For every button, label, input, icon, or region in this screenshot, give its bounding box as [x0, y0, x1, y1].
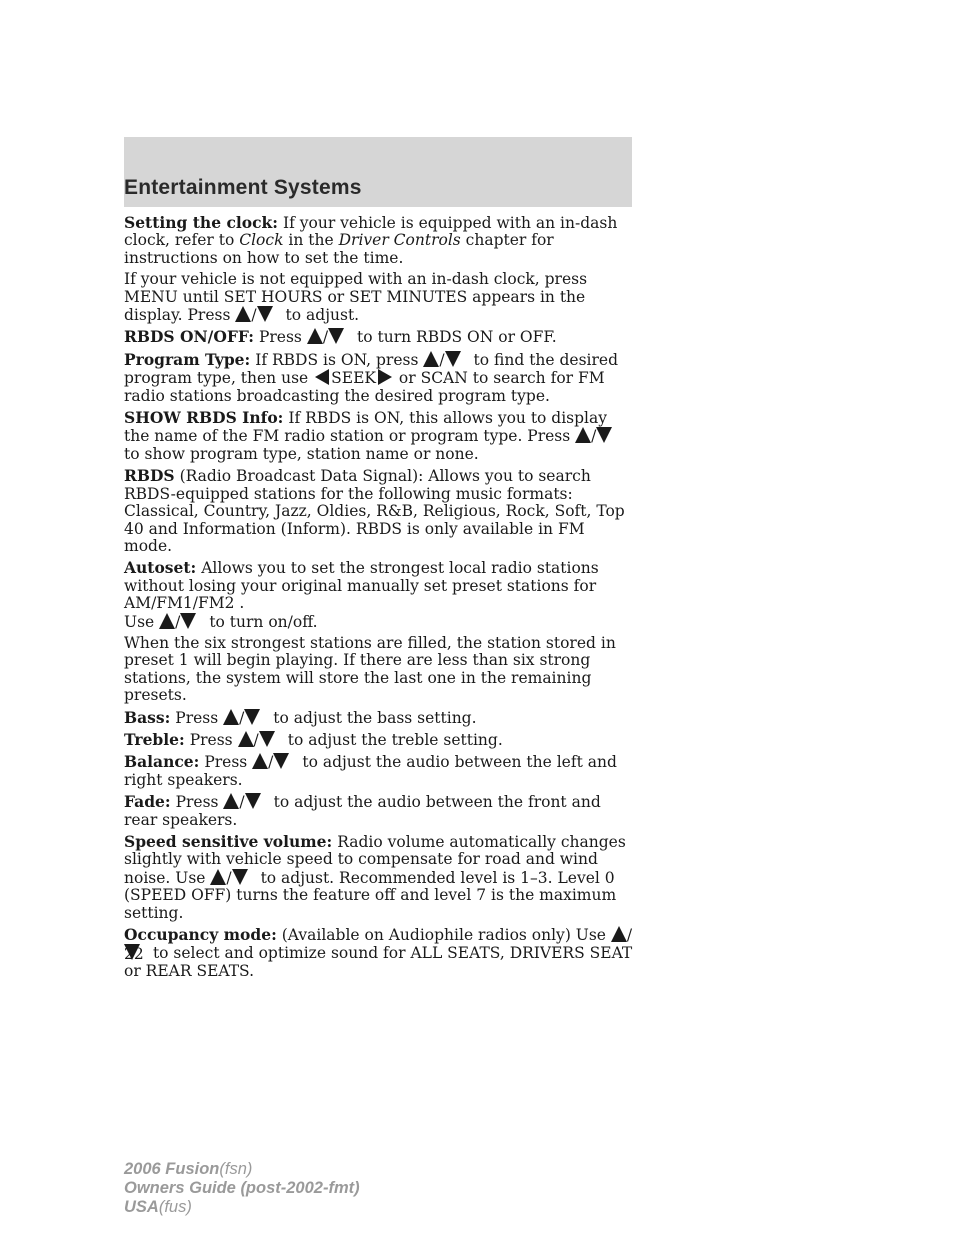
- down-arrow-icon: [596, 427, 612, 443]
- label-setting-clock: Setting the clock:: [124, 213, 279, 232]
- paragraph-speed-volume: Speed sensitive volume: Radio volume automatically changes slightly with vehicle speed to compensate for road and wind noise. Use / to adjust. Recommended level is 1–3. Level 0 (SPEED OFF) turns the feature off and level 7 is the maximum setting.: [124, 832, 626, 922]
- label-autoset: Autoset:: [124, 558, 197, 578]
- paragraph-setting-clock: Setting the clock: If your vehicle is equipped with an in-dash clock, refer to Clock in the Driver Controls chapter for instructions on how to set the time.: [124, 213, 618, 267]
- down-arrow-icon: [245, 793, 261, 809]
- seek-right-icon: [378, 369, 392, 385]
- label-rbds: RBDS: [124, 466, 175, 486]
- manual-body: [124, 214, 636, 984]
- up-arrow-icon: [238, 731, 254, 747]
- paragraph-autoset-detail: When the six strongest stations are filled, the station stored in preset 1 will begin playing. If there are less than six strong stations, the system will store the last one in the remaining presets.: [124, 633, 616, 705]
- paragraph-fade: Fade: Press / to adjust the audio between the front and rear speakers.: [124, 792, 601, 829]
- page-number: 22: [124, 945, 144, 963]
- paragraph-bass: Bass: Press / to adjust the bass setting.: [124, 707, 477, 727]
- label-balance: Balance:: [124, 752, 200, 772]
- up-arrow-icon: [159, 613, 175, 629]
- paragraph-clock-no-dash: If your vehicle is not equipped with an in-dash clock, press MENU until SET HOURS or SET MINUTES appears in the display. Press / to adjust.: [124, 270, 588, 325]
- footer-line-market: USA(fus): [124, 1198, 192, 1216]
- paragraph-show-rbds: SHOW RBDS Info: If RBDS is ON, this allows you to display the name of the FM radio station or program type. Press / to show program type, station name or none.: [124, 409, 636, 463]
- footer-line-model: 2006 Fusion(fsn): [124, 1160, 253, 1178]
- label-treble: Treble:: [124, 729, 185, 749]
- up-arrow-icon: [611, 926, 627, 942]
- footer-doc-info: [124, 1160, 360, 1217]
- reference-clock: Clock: [239, 231, 284, 250]
- label-occupancy: Occupancy mode:: [124, 925, 277, 945]
- up-arrow-icon: [252, 753, 268, 769]
- label-show-rbds: SHOW RBDS Info:: [124, 408, 284, 428]
- down-arrow-icon: [445, 351, 461, 367]
- page-title: Entertainment Systems: [124, 176, 362, 199]
- down-arrow-icon: [244, 709, 260, 725]
- paragraph-balance: Balance: Press / to adjust the audio between the left and right speakers.: [124, 752, 617, 789]
- up-arrow-icon: [307, 328, 323, 344]
- up-arrow-icon: [223, 793, 239, 809]
- down-arrow-icon: [257, 306, 273, 322]
- seek-left-icon: [315, 369, 329, 385]
- paragraph-treble: Treble: Press / to adjust the treble setting.: [124, 729, 503, 749]
- paragraph-occupancy: Occupancy mode: (Available on Audiophile radios only) Use / to select and optimize sound for ALL SEATS, DRIVERS SEAT or REAR SEATS.: [124, 925, 633, 980]
- paragraph-autoset: Autoset: Allows you to set the strongest local radio stations without losing your original manually set preset stations for AM/FM1/FM2 . Use / to turn on/off.: [124, 558, 599, 631]
- down-arrow-icon: [232, 869, 248, 885]
- paragraph-rbds-onoff: RBDS ON/OFF: Press / to turn RBDS ON or OFF.: [124, 327, 557, 347]
- paragraph-rbds: RBDS (Radio Broadcast Data Signal): Allows you to search RBDS-equipped stations for the following music formats: Classical, Country, Jazz, Oldies, R&B, Religious, Rock, Soft, Top 40 and Information (Inform). RBDS is only available in FM mode.: [124, 466, 625, 555]
- up-arrow-icon: [575, 427, 591, 443]
- reference-driver-controls: Driver Controls: [338, 231, 461, 250]
- down-arrow-icon: [273, 753, 289, 769]
- label-program-type: Program Type:: [124, 349, 251, 369]
- footer-line-guide: Owners Guide (post-2002-fmt): [124, 1179, 360, 1197]
- up-arrow-icon: [235, 306, 251, 322]
- label-fade: Fade:: [124, 792, 171, 812]
- label-bass: Bass:: [124, 707, 171, 727]
- up-arrow-icon: [223, 709, 239, 725]
- paragraph-program-type: Program Type: If RBDS is ON, press / to find the desired program type, then use SEEK or SCAN to search for FM radio stations broadcasting the desired program type.: [124, 349, 619, 405]
- label-rbds-onoff: RBDS ON/OFF:: [124, 327, 255, 347]
- up-arrow-icon: [423, 351, 439, 367]
- down-arrow-icon: [180, 613, 196, 629]
- label-speed-volume: Speed sensitive volume:: [124, 832, 333, 851]
- up-arrow-icon: [210, 869, 226, 885]
- down-arrow-icon: [328, 328, 344, 344]
- down-arrow-icon: [259, 731, 275, 747]
